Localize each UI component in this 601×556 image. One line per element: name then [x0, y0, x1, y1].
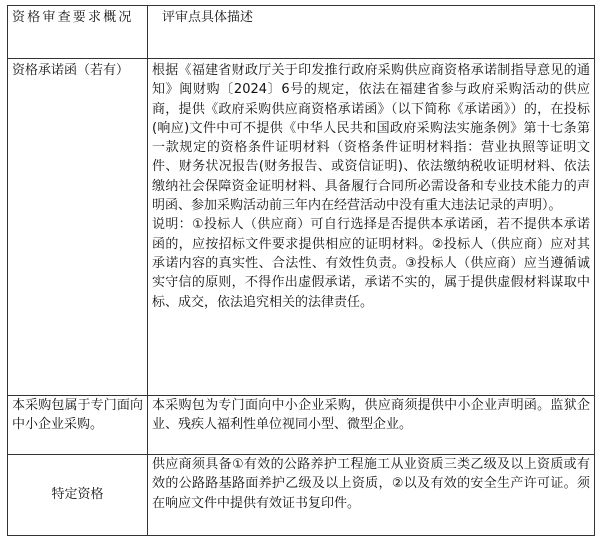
qualification-table — [7, 5, 595, 536]
header-requirement-cell: 资格审查要求概况 — [8, 6, 148, 59]
requirement-cell: 资格承诺函（若有） — [8, 59, 148, 396]
description-cell: 供应商须具备①有效的公路养护工程施工从业资质三类乙级及以上资质或有效的公路路基路面养护乙级及以上资质，②以及有效的安全生产许可证。须在响应文件中提供有效证书复印件。 — [148, 455, 595, 536]
table-header-row — [8, 6, 595, 59]
description-cell: 本采购包为专门面向中小企业采购，供应商须提供中小企业声明函。监狱企业、残疾人福利性单位视同小型、微型企业。 — [148, 396, 595, 455]
table-row — [8, 396, 595, 455]
note-text: 说明：①投标人（供应商）可自行选择是否提供本承诺函，若不提供本承诺函的，应按招标文件要求提供相应的证明材料。②投标人（供应商）应对其承诺内容的真实性、合法性、有效性负责。③投标人（供应商）应当遵循诚实守信的原则，不得作出虚假承诺，承诺不实的，属于提供虚假材料谋取中标、成交，依法追究相关的法律责任。 — [152, 217, 590, 310]
description-text: 根据《福建省财政厅关于印发推行政府采购供应商资格承诺制指导意见的通知》闽财购〔2024〕6号的规定，依法在福建省参与政府采购活动的供应商，提供《政府采购供应商资格承诺函》（以下简称《承诺函》）的，在投标(响应)文件中可不提供《中华人民共和国政府采购法实施条例》第十七条第一款规定的资格条件证明材料（资格条件证明材料指：营业执照等证明文件、财务状况报告(财务报告、或资信证明)、依法缴纳税收证明材料、依法缴纳社会保障资金证明材料、具备履行合同所必需设备和专业技术能力的声明函、参加采购活动前三年内在经营活动中没有重大违法记录的声明）。 — [152, 63, 590, 214]
table-row — [8, 59, 595, 396]
table-row — [8, 455, 595, 536]
description-cell — [148, 59, 595, 396]
requirement-cell: 本采购包属于专门面向中小企业采购。 — [8, 396, 148, 455]
requirement-cell: 特定资格 — [8, 455, 148, 536]
header-description-cell: 评审点具体描述 — [148, 6, 595, 59]
